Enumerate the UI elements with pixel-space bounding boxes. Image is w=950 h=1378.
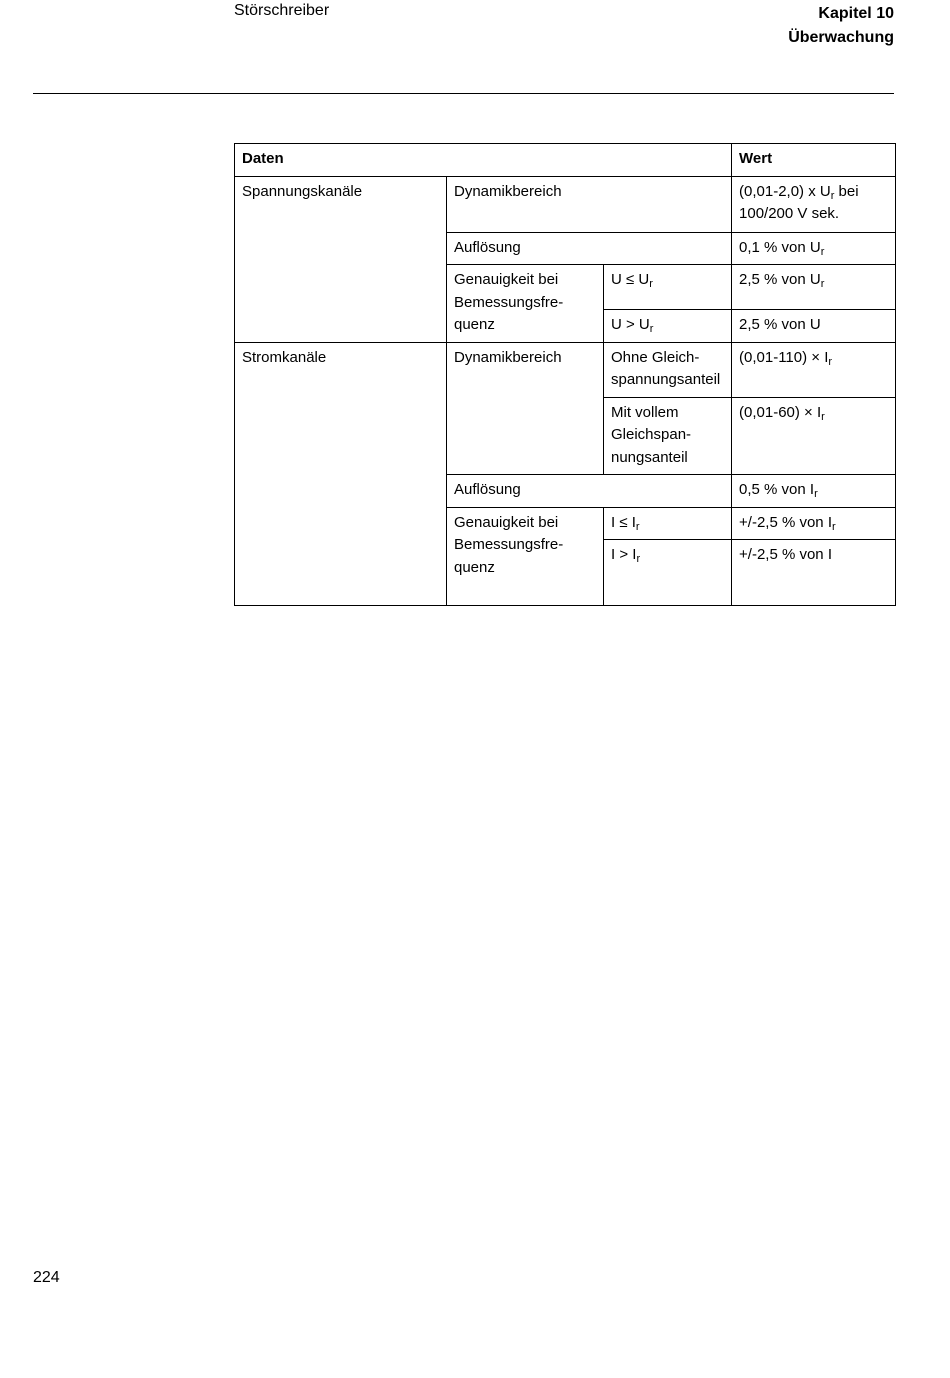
current-no-dc-label: Ohne Gleich-spannungsanteil — [604, 342, 732, 397]
voltage-cond2: $U > U_r$ — [604, 309, 732, 342]
table-row — [235, 176, 896, 232]
current-no-dc-value: $(0,01-110) \times I_r$ — [732, 342, 896, 397]
voltage-resolution-value: 0,1 % von $U_r$ — [732, 232, 896, 265]
voltage-resolution-label: Auflösung — [447, 232, 732, 265]
table-row — [235, 342, 896, 397]
page-number: 224 — [33, 1269, 60, 1286]
table-header-row — [235, 144, 896, 177]
chapter-number: Kapitel 10 — [818, 5, 894, 22]
current-cond2-value: +/-2,5 % von I — [732, 540, 896, 606]
header-divider — [33, 93, 894, 94]
current-resolution-value: 0,5 % von $I_r$ — [732, 475, 896, 508]
current-cond1: $I \le I_r$ — [604, 507, 732, 540]
current-full-dc-label: Mit vollem Gleichspan-nungsanteil — [604, 397, 732, 475]
header-section-title: Störschreiber — [234, 2, 330, 19]
current-range-label: Dynamikbereich — [447, 342, 604, 475]
voltage-cond2-value: 2,5 % von U — [732, 309, 896, 342]
current-resolution-label: Auflösung — [447, 475, 732, 508]
current-accuracy-label: Genauigkeit bei Bemessungsfre-quenz — [447, 507, 604, 606]
voltage-accuracy-label: Genauigkeit bei Bemessungsfre-quenz — [447, 265, 604, 343]
current-full-dc-value: $(0,01-60) \times I_r$ — [732, 397, 896, 475]
header-data: Daten — [235, 144, 732, 177]
voltage-range-value: (0,01-2,0) x $U_r$ bei 100/200 V sek. — [732, 176, 896, 232]
current-channels-label: Stromkanäle — [235, 342, 447, 606]
voltage-range-label: Dynamikbereich — [447, 176, 732, 232]
voltage-cond1: $U \le U_r$ — [604, 265, 732, 310]
current-cond2: $I > I_r$ — [604, 540, 732, 606]
header-chapter — [788, 2, 894, 50]
chapter-title: Überwachung — [788, 29, 894, 46]
current-cond1-value: +/-2,5 % von $I_r$ — [732, 507, 896, 540]
specification-table — [234, 143, 896, 606]
voltage-cond1-value: 2,5 % von $U_r$ — [732, 265, 896, 310]
header-value: Wert — [732, 144, 896, 177]
voltage-channels-label: Spannungskanäle — [235, 176, 447, 342]
